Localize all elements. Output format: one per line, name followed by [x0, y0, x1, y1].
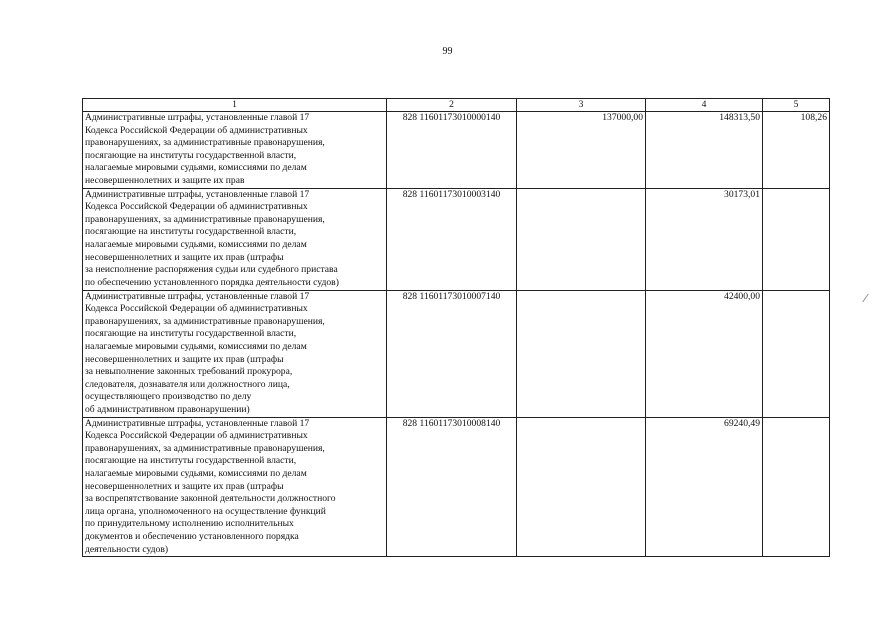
- table-row: [83, 417, 830, 557]
- row-col5-value: 108,26: [763, 112, 830, 189]
- row-col3-value: [517, 417, 646, 557]
- revenue-table: [82, 98, 830, 557]
- row-description: Административные штрафы, установленные главой 17 Кодекса Российской Федерации об административных правонарушениях, за административные правонарушения, посягающие на институты государственной власти, налагаемые мировыми судьями, комиссиями по делам несовершеннолетних и защите их прав (штрафы за воспрепятствование законной деятельности должностного лица органа, уполномоченного на осуществление функций по принудительному исполнению исполнительных документов и обеспечению установленного порядка деятельности судов): [83, 417, 387, 557]
- row-col4-value: 42400,00: [646, 290, 763, 417]
- row-budget-code: 828 11601173010008140: [387, 417, 517, 557]
- column-header-5: 5: [763, 99, 830, 112]
- table-row: [83, 290, 830, 417]
- page-number: 99: [442, 46, 453, 57]
- row-col5-value: [763, 417, 830, 557]
- row-col3-value: [517, 290, 646, 417]
- row-description: Административные штрафы, установленные главой 17 Кодекса Российской Федерации об административных правонарушениях, за административные правонарушения, посягающие на институты государственной власти, налагаемые мировыми судьями, комиссиями по делам несовершеннолетних и защите их прав: [83, 112, 387, 189]
- table-header-row: [83, 99, 830, 112]
- row-col3-value: [517, 188, 646, 290]
- row-budget-code: 828 11601173010007140: [387, 290, 517, 417]
- row-col3-value: 137000,00: [517, 112, 646, 189]
- row-col4-value: 30173,01: [646, 188, 763, 290]
- row-col5-value: [763, 290, 830, 417]
- row-budget-code: 828 11601173010000140: [387, 112, 517, 189]
- row-budget-code: 828 11601173010003140: [387, 188, 517, 290]
- row-col5-value: [763, 188, 830, 290]
- column-header-3: 3: [517, 99, 646, 112]
- column-header-2: 2: [387, 99, 517, 112]
- scan-speck: [862, 294, 869, 303]
- row-col4-value: 69240,49: [646, 417, 763, 557]
- column-header-4: 4: [646, 99, 763, 112]
- row-col4-value: 148313,50: [646, 112, 763, 189]
- column-header-1: 1: [83, 99, 387, 112]
- row-description: Административные штрафы, установленные главой 17 Кодекса Российской Федерации об административных правонарушениях, за административные правонарушения, посягающие на институты государственной власти, налагаемые мировыми судьями, комиссиями по делам несовершеннолетних и защите их прав (штрафы за неисполнение распоряжения судьи или судебного пристава по обеспечению установленного порядка деятельности судов): [83, 188, 387, 290]
- table-row: [83, 112, 830, 189]
- table-row: [83, 188, 830, 290]
- row-description: Административные штрафы, установленные главой 17 Кодекса Российской Федерации об административных правонарушениях, за административные правонарушения, посягающие на институты государственной власти, налагаемые мировыми судьями, комиссиями по делам несовершеннолетних и защите их прав (штрафы за невыполнение законных требований прокурора, следователя, дознавателя или должностного лица, осуществляющего производство по делу об административном правонарушении): [83, 290, 387, 417]
